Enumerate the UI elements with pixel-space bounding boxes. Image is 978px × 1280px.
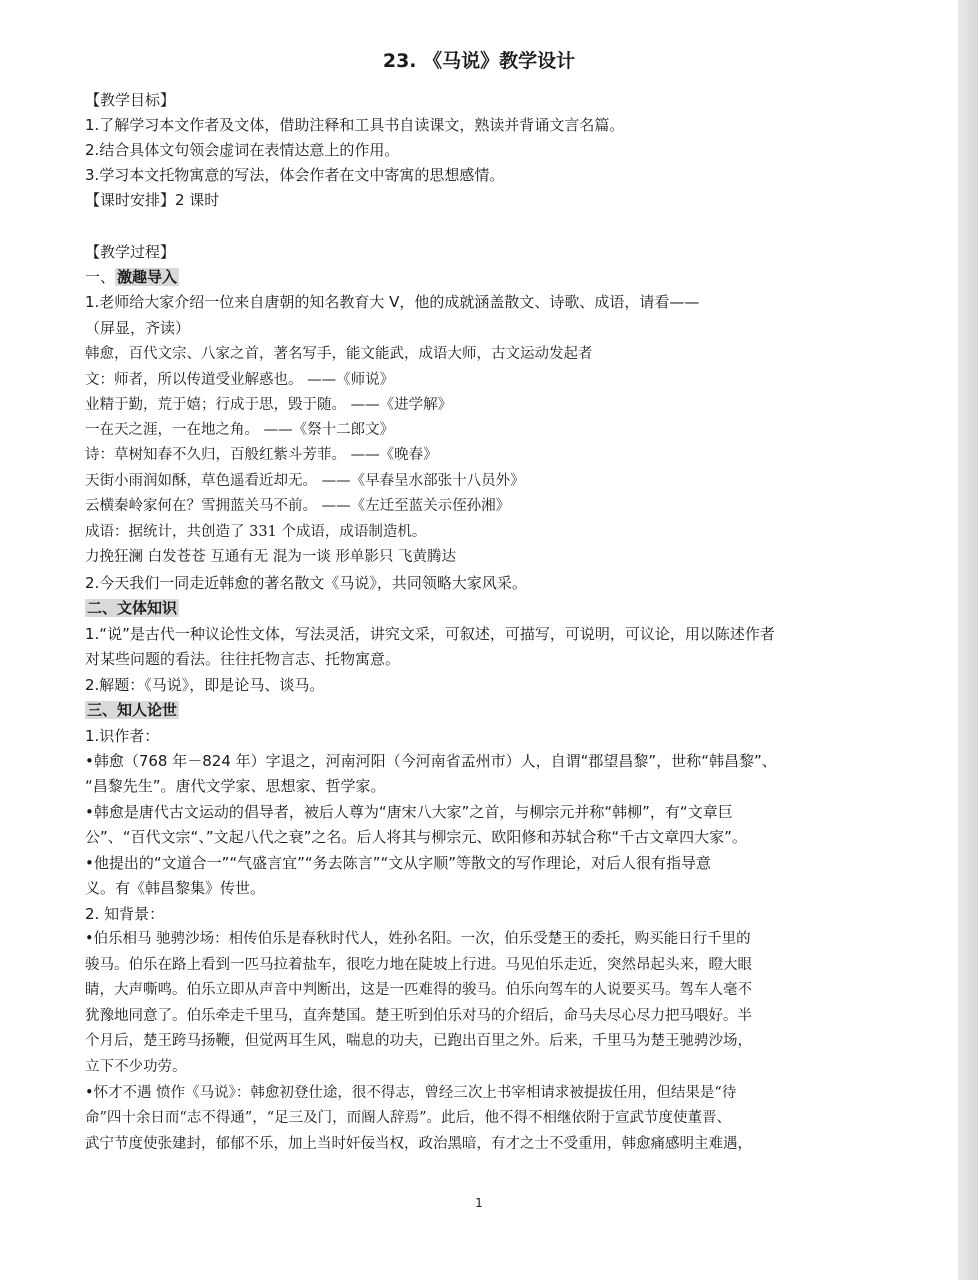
text-line: （屏显，齐读） — [85, 319, 191, 337]
text-line: 个月后，楚王跨马扬鞭，但觉两耳生风，喘息的功夫，已跑出百里之外。后来，千里马为楚王驰骋沙场， — [85, 1033, 752, 1049]
text-line: 【教学目标】 — [85, 91, 176, 109]
text-line: •伯乐相马 驰骋沙场：相传伯乐是春秋时代人，姓孙名阳。一次，伯乐受楚王的委托，购买能日行千里的 — [85, 931, 751, 947]
text-line: 业精于勤，荒于嬉；行成于思，毁于随。 ——《进学解》 — [85, 397, 453, 413]
text-line: 云横秦岭家何在？雪拥蓝关马不前。 ——《左迁至蓝关示侄孙湘》 — [85, 498, 511, 514]
section-heading: 一、 激趣导入 — [85, 268, 178, 286]
text-line: 成语：据统计，共创造了 331 个成语，成语制造机。 — [85, 524, 427, 540]
page-number: 1 — [475, 1196, 483, 1210]
text-line: •他提出的“文道合一”“气盛言宜”“务去陈言”“文从字顺”等散文的写作理论，对后人很有指导意 — [85, 854, 712, 872]
text-line: 1.识作者： — [85, 727, 160, 745]
text-line: 【教学过程】 — [85, 243, 176, 261]
text-line: 义。有《韩昌黎集》传世。 — [85, 879, 266, 897]
section-heading: 二、文体知识 — [87, 599, 178, 617]
text-line: 立下不少功劳。 — [85, 1059, 187, 1075]
text-line: 对某些问题的看法。往往托物言志、托物寓意。 — [85, 650, 401, 668]
text-line: 骏马。伯乐在路上看到一匹马拉着盐车，很吃力地在陡坡上行进。马见伯乐走近，突然昂起头来，瞪大眼 — [85, 957, 752, 973]
text-line: 文：师者，所以传道受业解惑也。 ——《师说》 — [85, 372, 395, 388]
text-line: 一在天之涯，一在地之角。 ——《祭十二郎文》 — [85, 422, 395, 438]
text-line: 公”、“百代文宗“、”文起八代之衰”之名。后人将其与柳宗元、欧阳修和苏轼合称“千古文章四大家”。 — [85, 828, 747, 846]
text-line: 命”四十余日而“志不得通”，“足三及门，而阍人辞焉”。此后，他不得不相继依附于宣武节度使董晋、 — [85, 1110, 732, 1126]
section-heading: 三、知人论世 — [87, 701, 178, 719]
text-line: 天街小雨润如酥，草色遥看近却无。 ——《早春呈水部张十八员外》 — [85, 473, 525, 489]
page-title: 23. 《马说》教学设计 — [382, 50, 576, 72]
text-line: 【课时安排】2 课时 — [85, 191, 220, 209]
text-line: •韩愈（768 年－824 年）字退之，河南河阳（今河南省孟州市）人，自谓“郡望昌黎”，世称“韩昌黎”、 — [85, 752, 777, 770]
text-line: 1.“说”是古代一种议论性文体，写法灵活，讲究文采，可叙述，可描写，可说明，可议论，用以陈述作者 — [85, 625, 775, 643]
text-line: 1.老师给大家介绍一位来自唐朝的知名教育大 V，他的成就涵盖散文、诗歌、成语，请看—— — [85, 293, 700, 311]
text-line: 诗：草树知春不久归，百般红紫斗芳菲。 ——《晚春》 — [85, 447, 438, 463]
text-line: 韩愈，百代文宗、八家之首，著名写手，能文能武，成语大师，古文运动发起者 — [85, 346, 593, 362]
text-line: 犹豫地同意了。伯乐牵走千里马，直奔楚国。楚王听到伯乐对马的介绍后，命马夫尽心尽力把马喂好。半 — [85, 1008, 752, 1024]
text-line: 2.解题：《马说》，即是论马、谈马。 — [85, 676, 325, 694]
text-line: 睛，大声嘶鸣。伯乐立即从声音中判断出，这是一匹难得的骏马。伯乐向驾车的人说要买马。驾车人毫不 — [85, 982, 752, 998]
text-line: 2.今天我们一同走近韩愈的著名散文《马说》，共同领略大家风采。 — [85, 574, 527, 592]
text-line: 2.结合具体文句领会虚词在表情达意上的作用。 — [85, 141, 400, 159]
text-line: 3.学习本文托物寓意的写法，体会作者在文中寄寓的思想感情。 — [85, 166, 505, 184]
text-line: 力挽狂澜 白发苍苍 互通有无 混为一谈 形单影只 飞黄腾达 — [85, 549, 457, 565]
text-line: 2. 知背景： — [85, 905, 165, 923]
text-line: •怀才不遇 愤作《马说》：韩愈初登仕途，很不得志，曾经三次上书宰相请求被提拔任用，但结果是“待 — [85, 1085, 737, 1101]
text-line: 武宁节度使张建封，郁郁不乐，加上当时奸佞当权，政治黑暗，有才之士不受重用，韩愈痛感明主难遇， — [85, 1136, 752, 1152]
text-line: 1.了解学习本文作者及文体，借助注释和工具书自读课文，熟读并背诵文言名篇。 — [85, 116, 625, 134]
text-line: •韩愈是唐代古文运动的倡导者，被后人尊为“唐宋八大家”之首，与柳宗元并称“韩柳”，有“文章巨 — [85, 803, 733, 821]
page-edge-shadow — [958, 0, 978, 1280]
text-line: “昌黎先生”。唐代文学家、思想家、哲学家。 — [85, 777, 386, 795]
